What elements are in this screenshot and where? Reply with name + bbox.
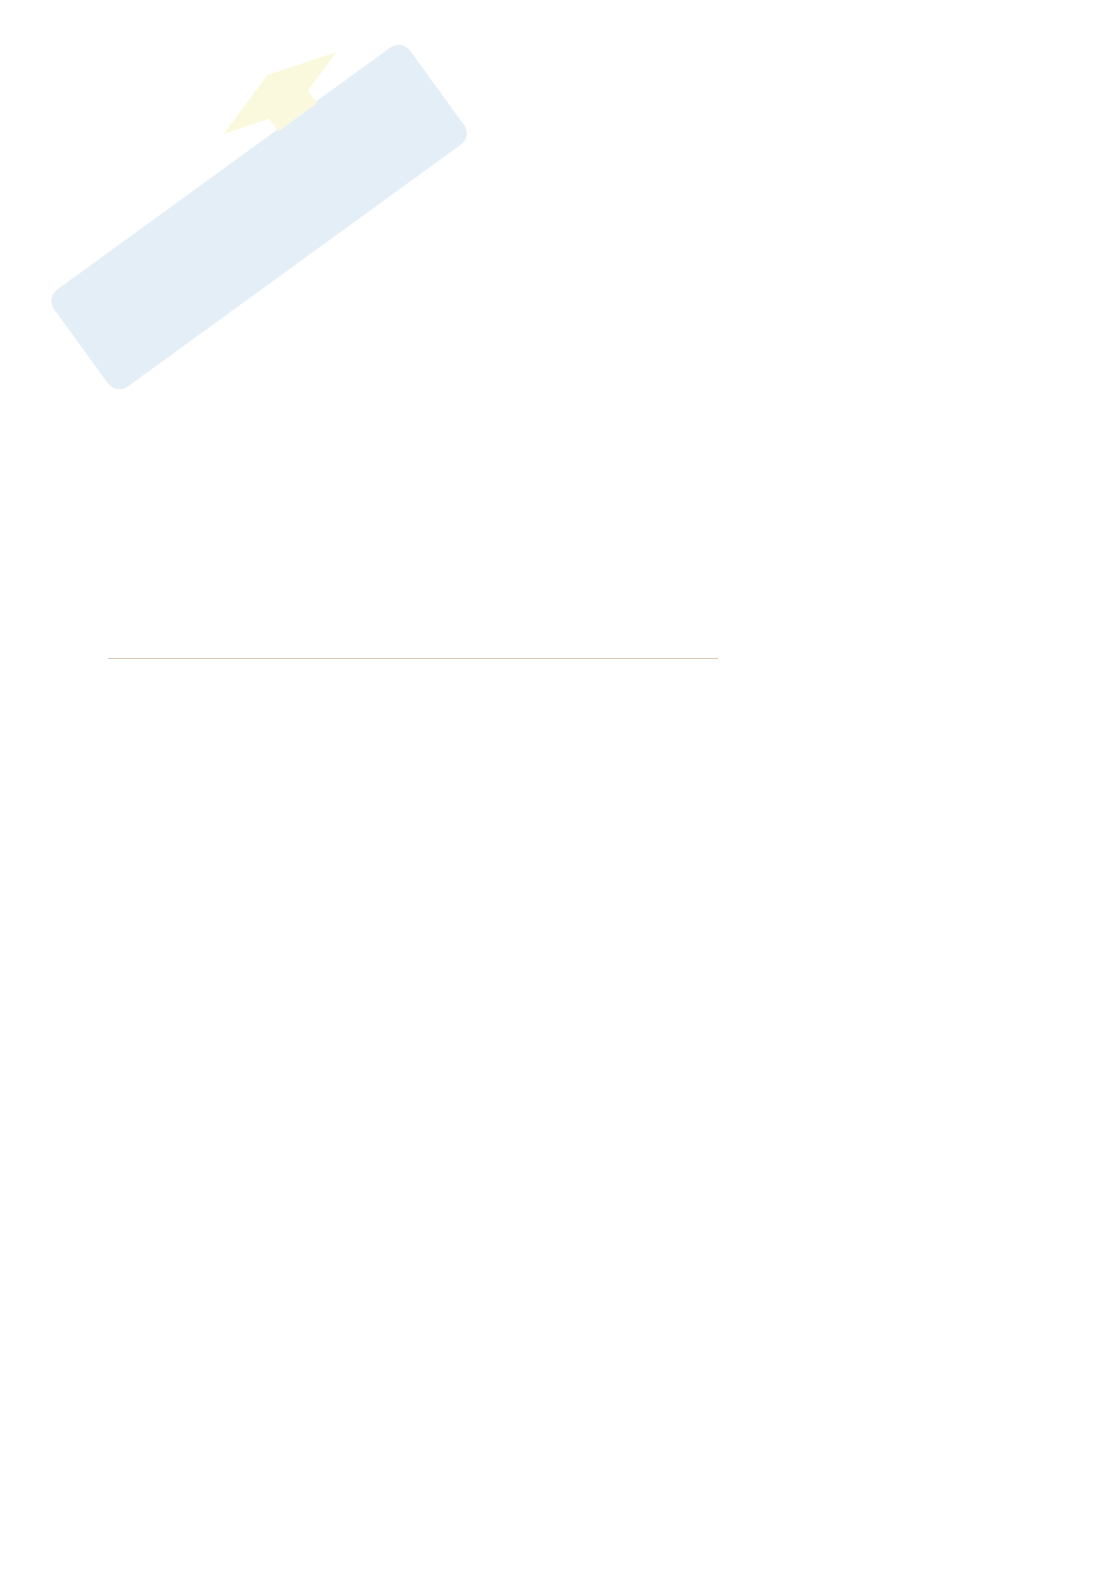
- skuola-watermark-logo: [20, 40, 490, 400]
- spreadsheet-header-row: [108, 644, 1080, 659]
- spreadsheet-table: [108, 644, 1080, 873]
